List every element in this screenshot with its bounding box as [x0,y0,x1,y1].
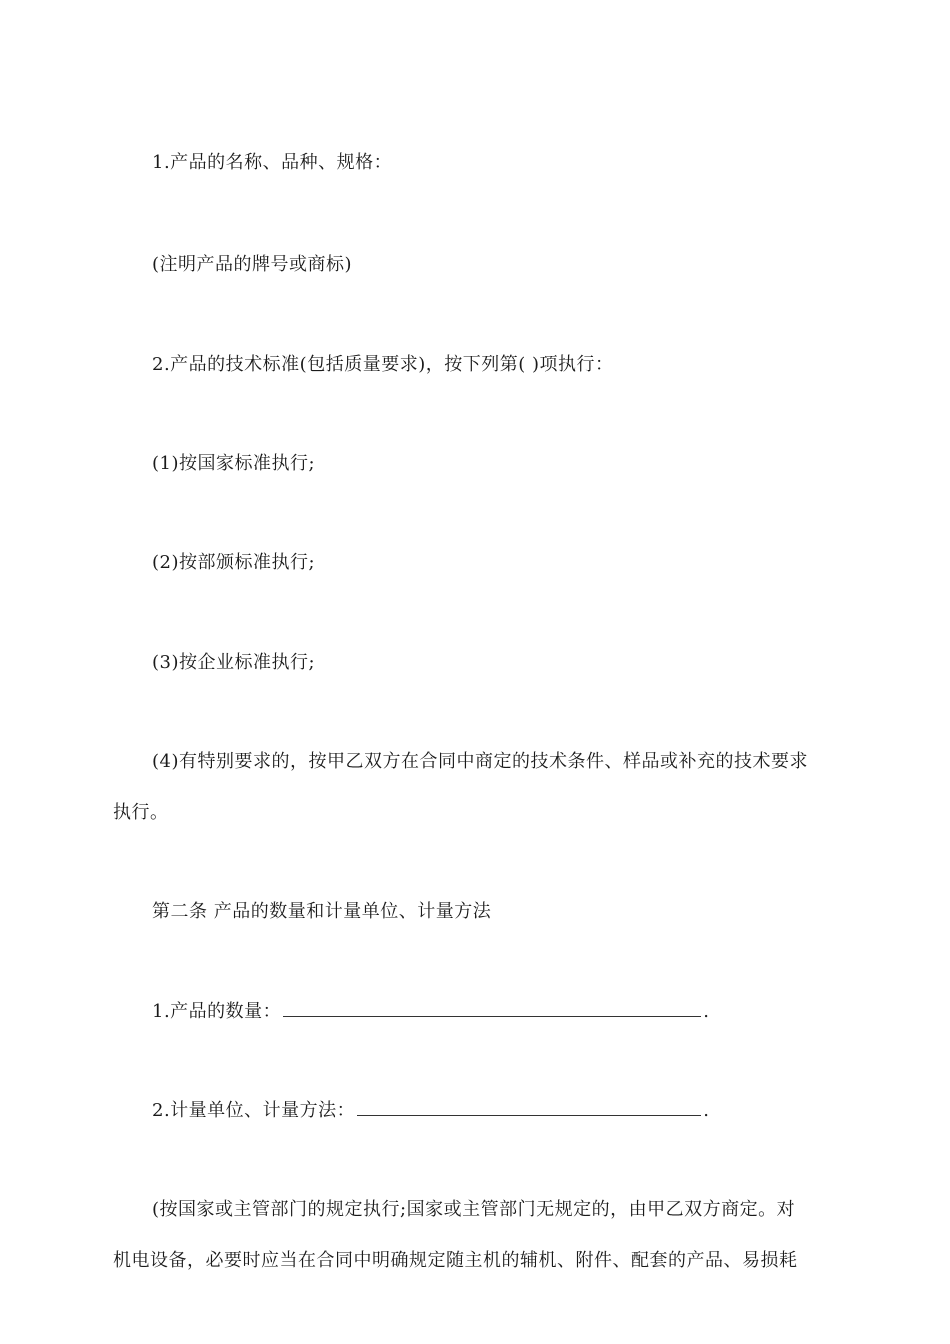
option-ministry-standard: (2)按部颁标准执行; [152,552,316,573]
unit-label: 2.计量单位、计量方法： [152,1100,356,1121]
quantity-label: 1.产品的数量： [152,1001,282,1022]
measurement-note: (按国家或主管部门的规定执行;国家或主管部门无规定的，由甲乙双方商定。对 [152,1199,796,1220]
quantity-blank[interactable] [283,1000,701,1017]
article-two-heading: 第二条 产品的数量和计量单位、计量方法 [152,901,492,922]
unit-line [152,1098,709,1124]
unit-end: . [703,1100,710,1121]
option-national-standard: (1)按国家标准执行; [152,453,316,474]
quantity-end: . [703,1001,710,1022]
unit-blank[interactable] [357,1099,701,1116]
brand-note: (注明产品的牌号或商标) [152,254,353,275]
option-special-requirements: (4)有特别要求的，按甲乙双方在合同中商定的技术条件、样品或补充的技术要求 [152,751,808,772]
technical-standard-item: 2.产品的技术标准(包括质量要求)，按下列第( )项执行： [152,354,614,375]
quantity-line [152,999,709,1025]
option-special-requirements-cont: 执行。 [113,802,169,823]
product-name-item: 1.产品的名称、品种、规格： [152,152,393,173]
option-enterprise-standard: (3)按企业标准执行; [152,652,316,673]
measurement-note-cont: 机电设备，必要时应当在合同中明确规定随主机的辅机、附件、配套的产品、易损耗 [113,1250,798,1271]
